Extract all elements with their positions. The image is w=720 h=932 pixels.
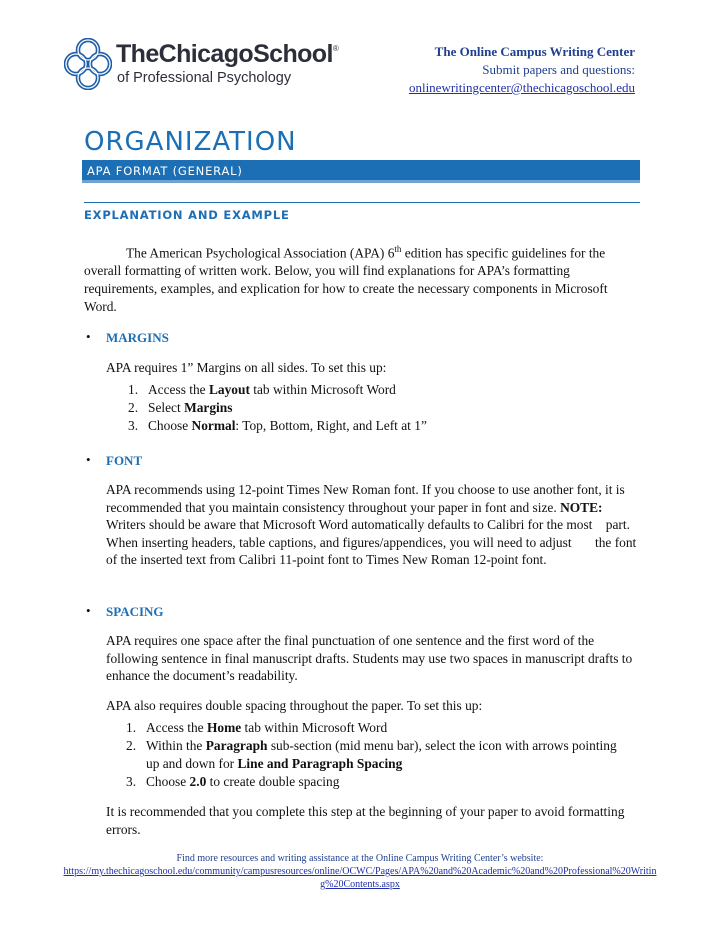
page-title: ORGANIZATION <box>84 127 297 157</box>
margins-step: 1. Access the Layout tab within Microsoft Word <box>128 382 396 397</box>
footer-text: Find more resources and writing assistance at the Online Campus Writing Center’s website: <box>176 853 544 864</box>
spacing-paragraph-2: APA also requires double spacing throughout the paper. To set this up: <box>106 698 483 713</box>
bullet-spacing: • <box>86 603 91 618</box>
heading-margins: MARGINS <box>106 330 169 345</box>
school-logo <box>64 38 339 94</box>
margins-intro: APA requires 1” Margins on all sides. To set this up: <box>106 360 387 375</box>
margins-step: 2. Select Margins <box>128 400 233 415</box>
spacing-paragraph-3: It is recommended that you complete this step at the beginning of your paper to avoid formatting errors. <box>106 804 625 837</box>
contact-email-link[interactable]: onlinewritingcenter@thechicagoschool.edu <box>408 80 635 95</box>
font-paragraph: APA recommends using 12-point Times New Roman font. If you choose to use another font, it is recommended that you maintain consistency throughout your paper in font and size. NOTE: Writers should be aware that Microsoft Word automatically defaults to Calibri for the most part. When inserting headers, table captions, and figures/appendices, you will need to adjust the font of the inserted text from Calibri 11-point font to Times New Roman 12-point font. <box>106 482 640 567</box>
section-heading: EXPLANATION AND EXAMPLE <box>84 208 290 222</box>
contact-prompt: Submit papers and questions: <box>482 62 635 77</box>
subtitle-band <box>82 160 640 183</box>
spacing-step: 2. Within the Paragraph sub-section (mid menu bar), select the icon with arrows pointing up and down for Line and Paragraph Spacing <box>126 738 617 771</box>
writing-center-header <box>409 43 635 97</box>
section-divider <box>84 202 640 203</box>
writing-center-title: The Online Campus Writing Center <box>434 44 635 59</box>
spacing-steps <box>126 719 622 791</box>
heading-font: FONT <box>106 453 143 468</box>
logo-subtitle: of Professional Psychology <box>117 70 292 86</box>
spacing-step: 1. Access the Home tab within Microsoft Word <box>126 720 388 735</box>
footer <box>60 852 660 891</box>
intro-paragraph: The American Psychological Association (APA) 6th edition has specific guidelines for the overall formatting of written work. Below, you will find explanations for APA’s formatting requirements, examples, and explication for how to create the necessary components in Microsoft Word. <box>84 244 608 315</box>
margins-steps <box>128 381 638 435</box>
bullet-margins: • <box>86 329 91 344</box>
spacing-step: 3. Choose 2.0 to create double spacing <box>126 774 340 789</box>
margins-step: 3. Choose Normal: Top, Bottom, Right, and Left at 1” <box>128 418 427 433</box>
logo-wordmark: TheChicagoSchool® <box>116 40 339 68</box>
spacing-paragraph-1: APA requires one space after the final punctuation of one sentence and the first word of the following sentence in final manuscript drafts. Students may use two spaces in manuscript drafts to enhance the document’s readability. <box>106 633 633 683</box>
heading-spacing: SPACING <box>106 604 164 619</box>
bullet-font: • <box>86 452 91 467</box>
celtic-knot-icon <box>64 38 112 90</box>
subtitle-band-text: APA FORMAT (GENERAL) <box>87 164 243 178</box>
footer-resources-link[interactable]: https://my.thechicagoschool.edu/community/campusresources/online/OCWC/Pages/APA%20and%20Academic%20and%20Professional%20Writing%20Contents.aspx <box>63 866 657 890</box>
